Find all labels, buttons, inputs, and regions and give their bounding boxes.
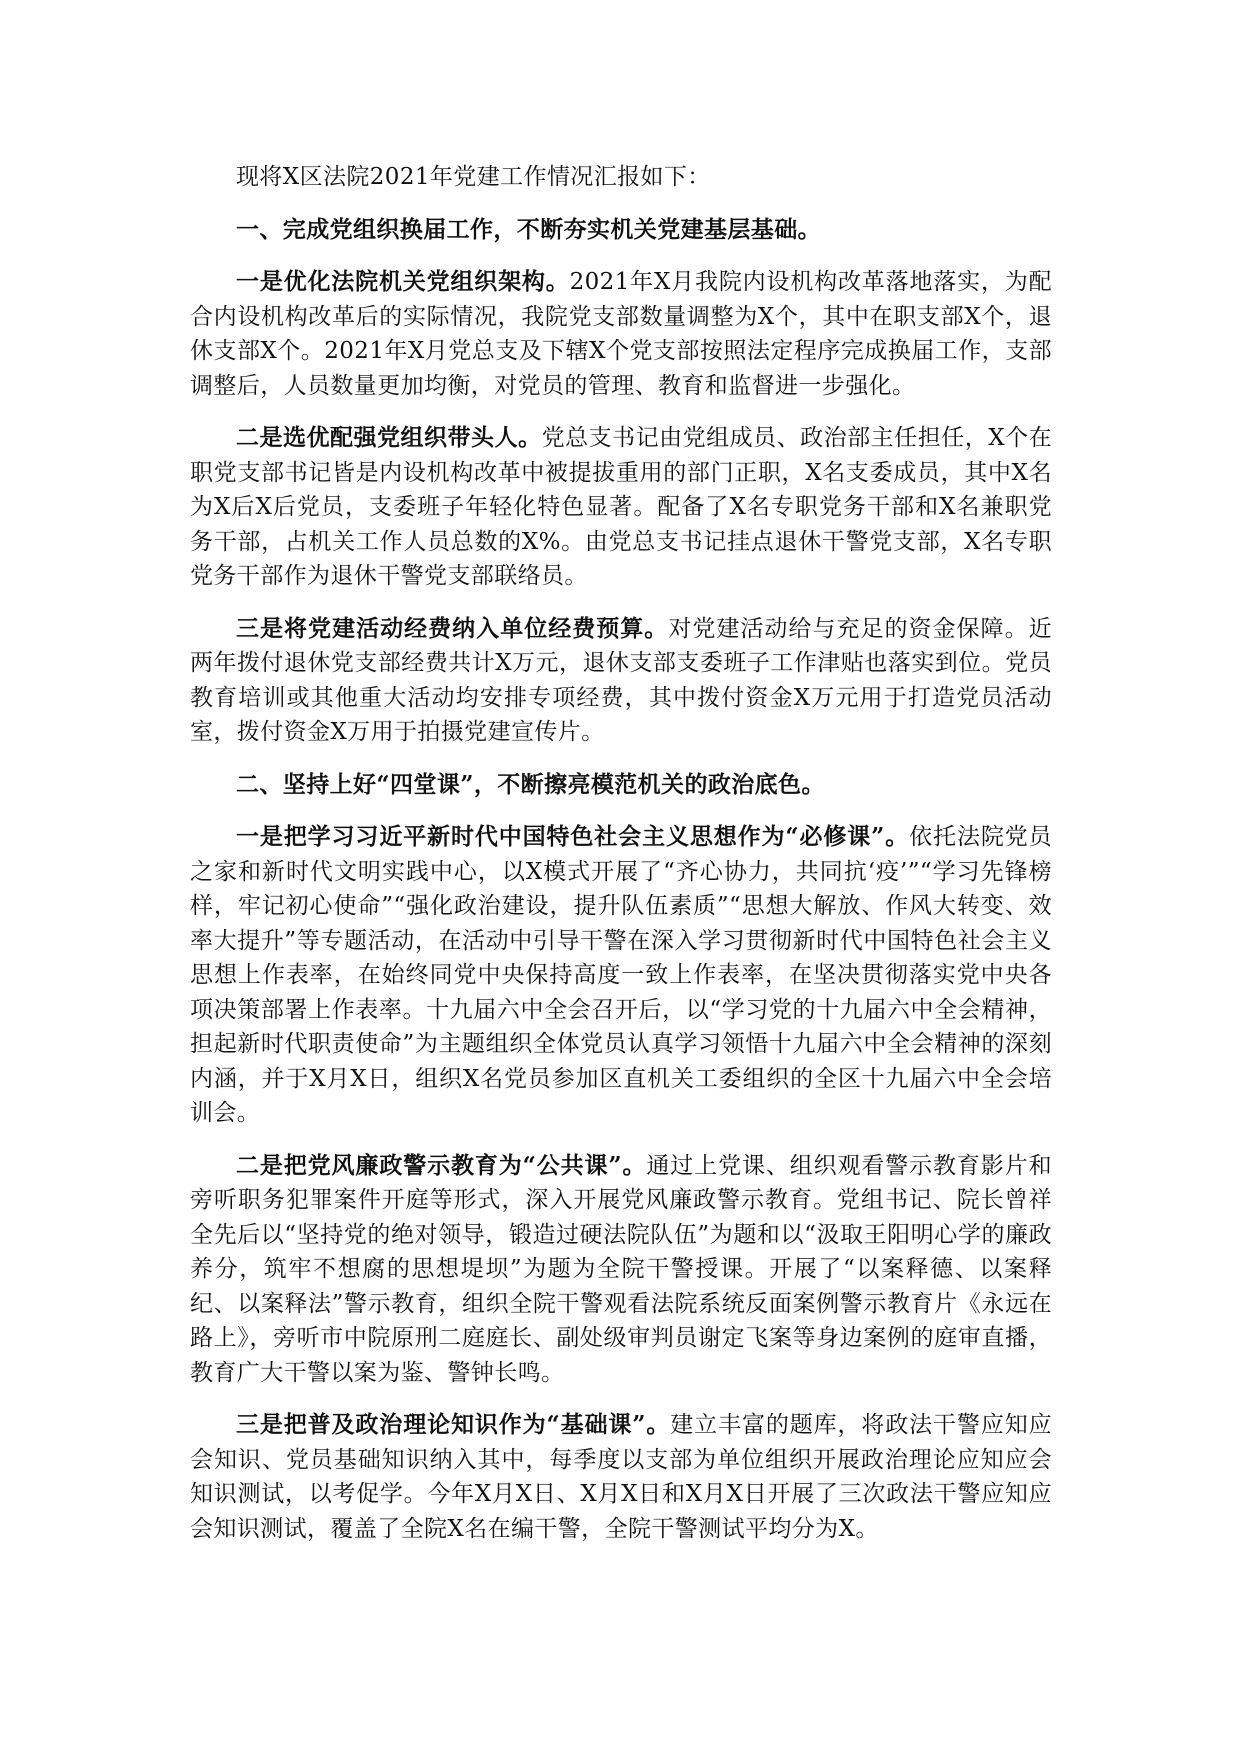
intro-paragraph: 现将X区法院2021年党建工作情况汇报如下： <box>236 164 711 190</box>
item-text: 对党建活动给与充足的资金保障。近两年拨付退休党支部经费共计X万元，退休支部支委班子工作津贴也落实到位。党员教育培训或其他重大活动均安排专项经费，其中拨付资金X万元用于打造党员活动室，拨付资金X万用于拍摄党建宣传片。 <box>190 615 1052 745</box>
item-text: 党总支书记由党组成员、政治部主任担任，X个在职党支部书记皆是内设机构改革中被提拔重用的部门正职，X名支委成员，其中X名为X后X后党员，支委班子年轻化特色显著。配备了X名专职党务干部和X名兼职党务干部，占机关工作人员总数的X%。由党总支书记挂点退休干警党支部，X名专职党务干部作为退休干警党支部联络员。 <box>190 425 1052 589</box>
item-lead: 二是把党风廉政警示教育为“公共课”。 <box>236 1151 647 1179</box>
item-text: 依托法院党员之家和新时代文明实践中心，以X模式开展了“齐心协力，共同抗‘疫’”“学习先锋榜样，牢记初心使命”“强化政治建设，提升队伍素质”“思想大解放、作风大转变、效率大提升”等专题活动，在活动中引导干警在深入学习贯彻新时代中国特色社会主义思想上作表率，在始终同党中央保持高度一致上作表率，在坚决贯彻落实党中央各项决策部署上作表率。十九届六中全会召开后，以“学习党的十九届六中全会精神，担起新时代职责使命”为主题组织全体党员认真学习领悟十九届六中全会精神的深刻内涵，并于X月X日，组织X名党员参加区直机关工委组织的全区十九届六中全会培训会。 <box>190 824 1053 1126</box>
section-1-heading: 一、完成党组织换届工作，不断夯实机关党建基层基础。 <box>236 215 821 243</box>
section-2-item-2 <box>190 1149 1052 1391</box>
section-1-item-3 <box>190 612 1052 750</box>
item-lead: 二是选优配强党组织带头人。 <box>236 424 542 451</box>
item-lead: 一是把学习习近平新时代中国特色社会主义思想作为“必修课”。 <box>236 823 910 850</box>
section-2-item-1 <box>190 820 1052 1131</box>
item-lead: 三是将党建活动经费纳入单位经费预算。 <box>236 614 669 642</box>
document-page <box>190 160 1052 1564</box>
item-text: 建立丰富的题库，将政法干警应知应会知识、党员基础知识纳入其中，每季度以支部为单位组织开展政治理论应知应会知识测试，以考促学。今年X月X日、X月X日和X月X日开展了三次政法干警应知应会知识测试，覆盖了全院X名在编干警，全院干警测试平均分为X。 <box>190 1412 1052 1542</box>
item-text: 2021年X月我院内设机构改革落地落实，为配合内设机构改革后的实际情况，我院党支部数量调整为X个，其中在职支部X个，退休支部X个。2021年X月党总支及下辖X个党支部按照法定程序完成换届工作，支部调整后，人员数量更加均衡，对党员的管理、教育和监督进一步强化。 <box>190 269 1052 399</box>
section-2-item-3 <box>190 1408 1052 1546</box>
section-1-item-1 <box>190 265 1052 403</box>
section-1-item-2 <box>190 421 1052 594</box>
item-lead: 三是把普及政治理论知识作为“基础课”。 <box>236 1411 671 1438</box>
section-2-heading: 二、坚持上好“四堂课”，不断擦亮模范机关的政治底色。 <box>236 770 825 798</box>
item-text: 通过上党课、组织观看警示教育影片和旁听职务犯罪案件开庭等形式，深入开展党风廉政警示教育。党组书记、院长曾祥全先后以“坚持党的绝对领导，锻造过硬法院队伍”为题和以“汲取王阳明心学的廉政养分，筑牢不想腐的思想堤坝”为题为全院干警授课。开展了“以案释德、以案释纪、以案释法”警示教育，组织全院干警观看法院系统反面案例警示教育片《永远在路上》，旁听市中院原刑二庭庭长、副处级审判员谢定飞案等身边案例的庭审直播，教育广大干警以案为鉴、警钟长鸣。 <box>190 1152 1052 1386</box>
item-lead: 一是优化法院机关党组织架构。 <box>236 268 570 295</box>
